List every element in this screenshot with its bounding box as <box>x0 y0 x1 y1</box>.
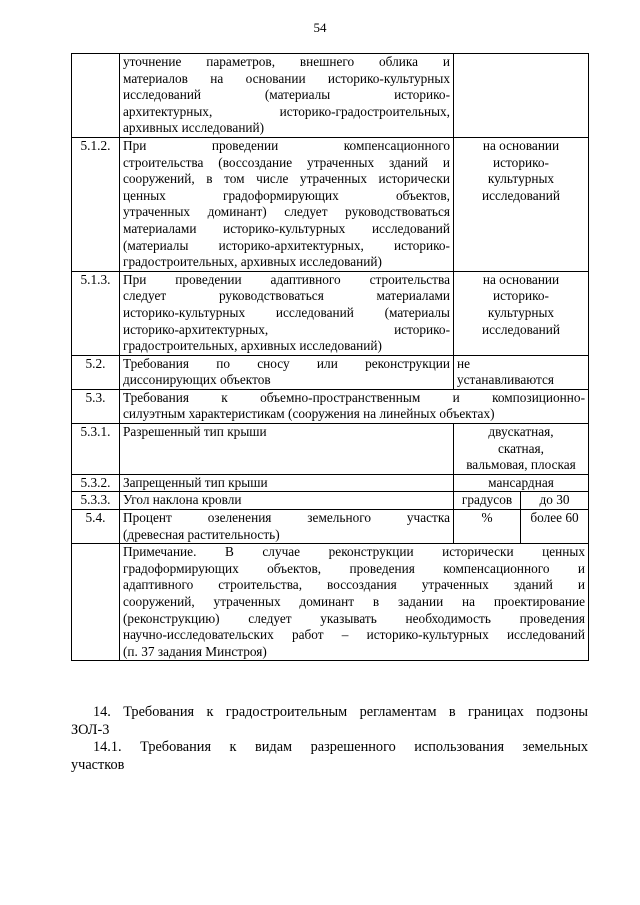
value-cell: двускатная, скатная, вальмовая, плоская <box>454 424 589 475</box>
row-number: 5.3.1. <box>72 424 120 475</box>
row-number: 5.4. <box>72 510 120 544</box>
table-row <box>72 137 589 271</box>
row-number: 5.3. <box>72 389 120 423</box>
requirement-text: Процент озеленения земельного участка (древесная растительность) <box>120 510 454 544</box>
requirement-text: уточнение параметров, внешнего облика и материалов на основании историко-культурных исследований (материалы историко- архитектурных, историко-градостроительных, архивных исследований) <box>120 54 454 138</box>
section-14-1-heading: 14.1. Требования к видам разрешенного использования земельных участков <box>71 739 588 773</box>
table-row <box>72 544 589 661</box>
requirement-text: Примечание. В случае реконструкции исторически ценных градоформирующих объектов, проведения компенсационного и адаптивного строительства, воссоздания утраченных зданий и сооружений, утраченных доминант в задании на проектирование (реконструкцию) следует указывать необходимость проведения научно-исследовательских работ – историко-культурных исследований (п. 37 задания Минстроя) <box>120 544 589 661</box>
page-number: 54 <box>313 20 327 35</box>
requirement-text: Требования по сносу или реконструкции диссонирующих объектов <box>120 355 454 389</box>
value-cell: до 30 <box>521 492 589 510</box>
table-row <box>72 474 589 492</box>
requirement-text: Запрещенный тип крыши <box>120 474 454 492</box>
table-row <box>72 271 589 355</box>
row-number <box>72 54 120 138</box>
row-number: 5.3.2. <box>72 474 120 492</box>
requirement-text: Требования к объемно-пространственным и композиционно- силуэтным характеристикам (сооружения на линейных объектах) <box>120 389 589 423</box>
table-row <box>72 355 589 389</box>
table-row <box>72 54 589 138</box>
table-row <box>72 424 589 475</box>
value-cell: мансардная <box>454 474 589 492</box>
requirement-text: Угол наклона кровли <box>120 492 454 510</box>
row-number: 5.1.3. <box>72 271 120 355</box>
value-cell: более 60 <box>521 510 589 544</box>
row-number: 5.1.2. <box>72 137 120 271</box>
unit-cell: % <box>454 510 521 544</box>
table-row <box>72 492 589 510</box>
requirement-text: При проведении адаптивного строительства следует руководствоваться материалами историко-культурных исследований (материалы историко-архитектурных, историко- градостроительных, архивных исследований) <box>120 271 454 355</box>
row-number: 5.3.3. <box>72 492 120 510</box>
value-cell: на основании историко- культурных исследований <box>454 271 589 355</box>
table-row <box>72 510 589 544</box>
value-cell <box>454 54 589 138</box>
regulations-table <box>71 53 589 661</box>
requirement-text: При проведении компенсационного строительства (воссоздание утраченных зданий и сооружений, в том числе утраченных исторически ценных градоформирующих объектов, утраченных доминант) следует руководствоваться материалами историко-культурных исследований (материалы историко-архитектурных, историко- градостроительных, архивных исследований) <box>120 137 454 271</box>
value-cell: на основании историко- культурных исследований <box>454 137 589 271</box>
row-number: 5.2. <box>72 355 120 389</box>
row-number <box>72 544 120 661</box>
unit-cell: градусов <box>454 492 521 510</box>
table-row <box>72 389 589 423</box>
requirement-text: Разрешенный тип крыши <box>120 424 454 475</box>
section-14-heading: 14. Требования к градостроительным регламентам в границах подзоны ЗОЛ-3 <box>71 704 588 738</box>
value-cell: не устанавливаются <box>454 355 589 389</box>
